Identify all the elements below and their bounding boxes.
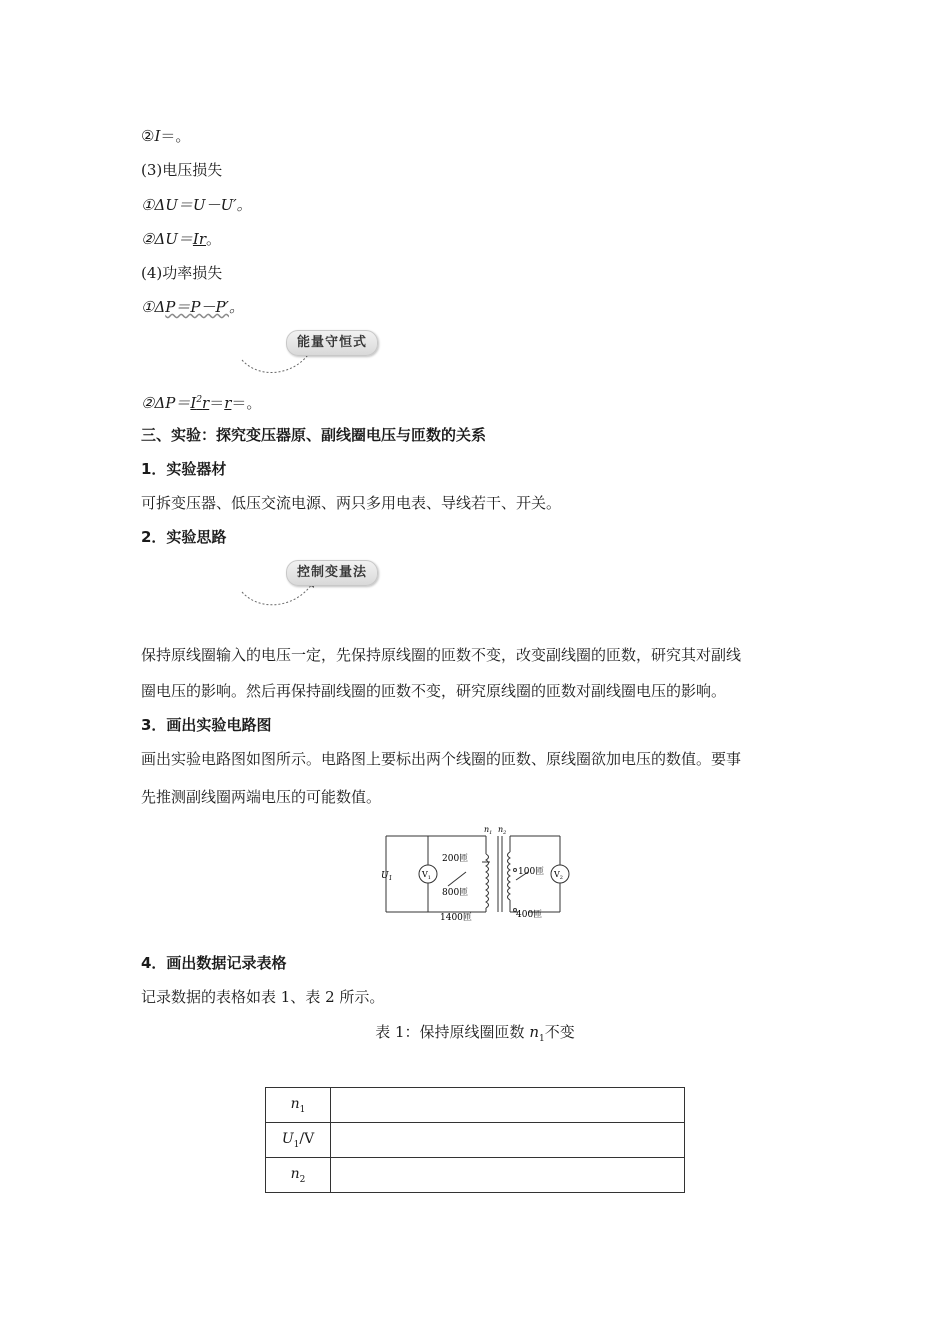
circuit-diagram (378, 822, 578, 922)
step-4-heading: 4．画出数据记录表格 (141, 954, 287, 972)
row-header: $U_1/V$ (266, 1123, 331, 1158)
u1-label: $U_1$ (381, 871, 393, 882)
subheading-power-loss: (4)功率损失 (141, 264, 223, 282)
table-cell-empty (331, 1123, 685, 1158)
tag-pill: 控制变量法 (286, 560, 378, 586)
label-200-turns: 200匝 (442, 854, 469, 864)
formula-voltage-loss-2: ②ΔU＝Ir。 (141, 230, 222, 248)
n2-label: $n_2$ (498, 825, 507, 836)
label-1400-turns: 1400匝 (440, 913, 472, 922)
step-2-text-line-2: 圈电压的影响。然后再保持副线圈的匝数不变，研究原线圈的匝数对副线圈电压的影响。 (141, 682, 727, 700)
table-row (266, 1158, 685, 1193)
v1-label: $V_1$ (422, 870, 431, 881)
label-400-turns: 400匝 (516, 910, 543, 920)
row-header: $n_1$ (266, 1088, 331, 1123)
section-heading: 三、实验：探究变压器原、副线圈电压与匝数的关系 (141, 426, 487, 444)
step-4-text: 记录数据的表格如表 1、表 2 所示。 (141, 988, 385, 1006)
step-3-heading: 3．画出实验电路图 (141, 716, 272, 734)
v2-label: $V_2$ (554, 870, 563, 881)
tag-pill: 能量守恒式 (286, 330, 378, 356)
row-header: $n_2$ (266, 1158, 331, 1193)
table-row (266, 1123, 685, 1158)
step-3-text-line-2: 先推测副线圈两端电压的可能数值。 (141, 788, 382, 806)
label-100-turns: 100匝 (518, 867, 545, 877)
tag-energy-conservation (240, 330, 400, 380)
table-cell-empty (331, 1158, 685, 1193)
step-1-heading: 1．实验器材 (141, 460, 227, 478)
table-row (266, 1088, 685, 1123)
formula-voltage-loss-1: ①ΔU＝U－U′。 (141, 196, 252, 214)
label-800-turns: 800匝 (442, 888, 469, 898)
step-2-text-line-1: 保持原线圈输入的电压一定，先保持原线圈的匝数不变，改变副线圈的匝数，研究其对副线 (141, 646, 742, 664)
step-2-heading: 2．实验思路 (141, 528, 227, 546)
formula-power-loss-2: $②\Delta P=I^2r=r=$。 (141, 394, 262, 412)
formula-power-loss-1: ①ΔP＝P－P′。 (141, 298, 244, 316)
formula-current: ②I＝。 (141, 127, 191, 145)
step-3-text-line-1: 画出实验电路图如图所示。电路图上要标出两个线圈的匝数、原线圈欲加电压的数值。要事 (141, 750, 742, 768)
underline-i2r: $I^2r$ (190, 394, 210, 412)
n1-label: $n_1$ (484, 825, 493, 836)
tag-control-variable (240, 560, 400, 615)
table-1-caption: 表 1：保持原线圈匝数 $n_1$不变 (375, 1023, 575, 1044)
table-cell-empty (331, 1088, 685, 1123)
subheading-voltage-loss: (3)电压损失 (141, 161, 223, 179)
table-1 (265, 1087, 685, 1193)
step-1-text: 可拆变压器、低压交流电源、两只多用电表、导线若干、开关。 (141, 494, 562, 512)
